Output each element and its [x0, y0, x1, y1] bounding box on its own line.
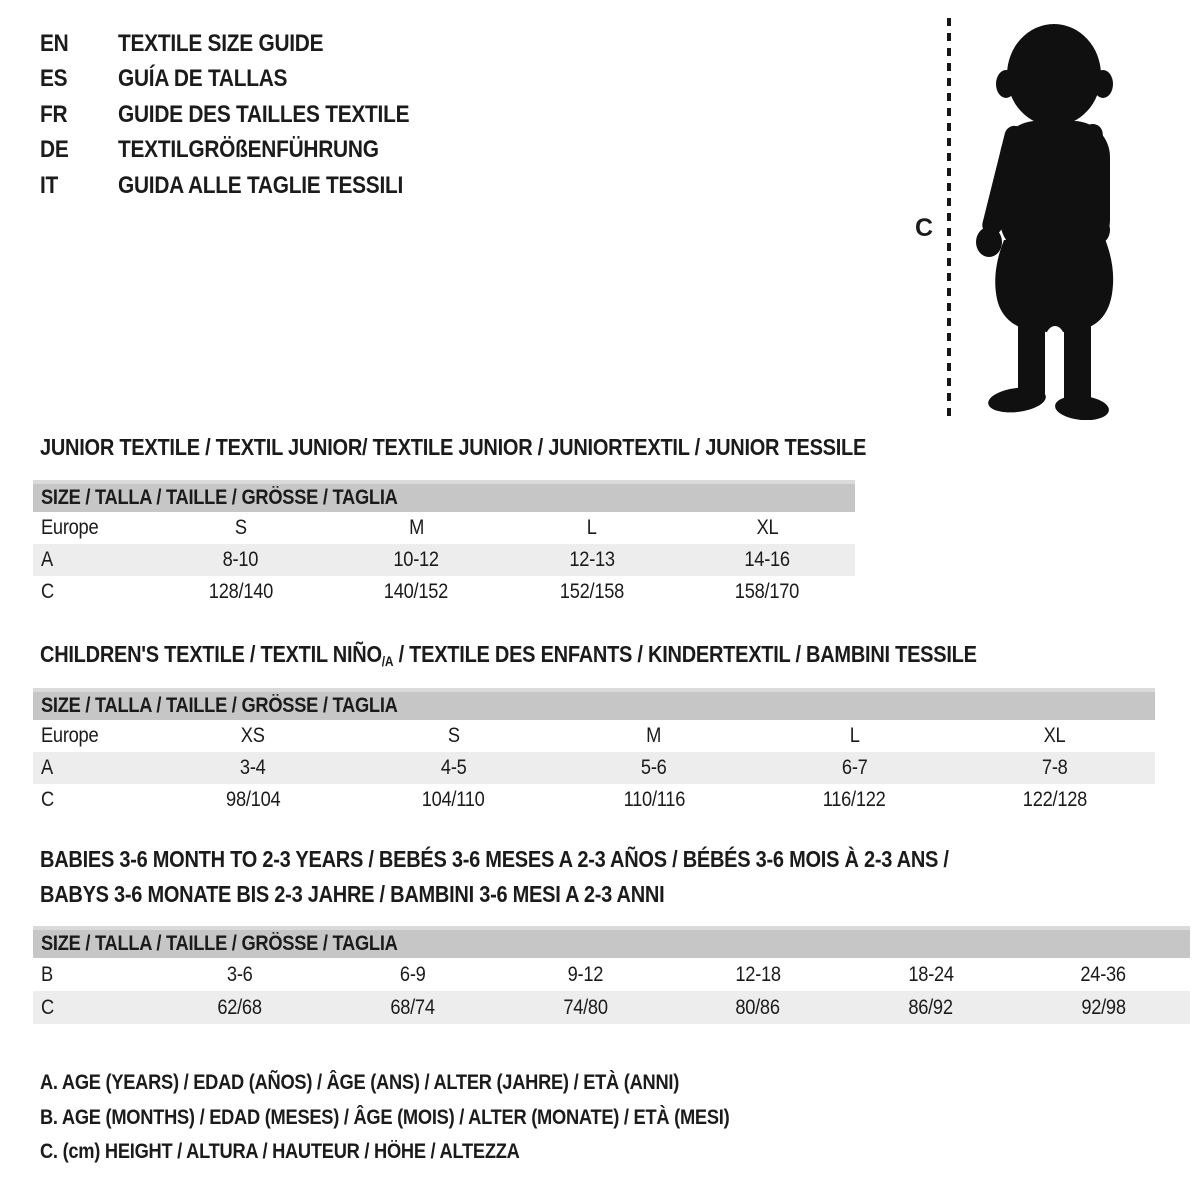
language-title: GUIDA ALLE TAGLIE TESSILI [118, 171, 404, 199]
language-code: FR [40, 100, 68, 128]
size-header-label: SIZE / TALLA / TAILLE / GRÖSSE / TAGLIA [41, 694, 398, 717]
language-code: DE [40, 136, 69, 164]
legend-text: C. (cm) HEIGHT / ALTURA / HAUTEUR / HÖHE / ALTEZZA [40, 1140, 520, 1164]
language-row-de [40, 133, 453, 169]
months-cell [153, 963, 326, 987]
height-cell [1017, 996, 1190, 1020]
row-label-cell [33, 963, 153, 987]
age-cell [955, 756, 1155, 780]
children-title-subscript: /A [381, 654, 394, 669]
row-label-cell [33, 516, 153, 540]
children-title-text: CHILDREN'S TEXTILE / TEXTIL NIÑO [40, 641, 382, 667]
language-code: IT [40, 171, 59, 199]
size-cell [955, 724, 1155, 748]
height-value: 104/110 [422, 788, 486, 811]
silhouette-ear [996, 70, 1016, 98]
height-value: 152/158 [559, 580, 624, 603]
age-value: 14-16 [744, 548, 790, 571]
row-label-cell [33, 756, 153, 780]
height-value: 68/74 [390, 995, 435, 1019]
months-cell [499, 963, 672, 987]
size-cell [153, 516, 329, 540]
months-cell [671, 963, 844, 987]
row-label: A [41, 548, 53, 571]
size-cell [353, 724, 553, 748]
height-cell [153, 996, 326, 1020]
height-value: 158/170 [735, 580, 800, 603]
table-row-months [33, 958, 1190, 991]
row-label: Europe [41, 724, 99, 747]
language-row-fr [40, 97, 453, 133]
size-value: S [447, 724, 460, 747]
row-label: C [41, 788, 54, 811]
row-label: C [41, 995, 54, 1019]
age-value: 6-7 [841, 756, 868, 779]
height-cell [754, 788, 954, 812]
age-cell [754, 756, 954, 780]
language-title: TEXTILGRÖßENFÜHRUNG [118, 136, 379, 164]
size-header-bar [33, 480, 855, 512]
legend-line-c [40, 1135, 832, 1170]
months-value: 18-24 [908, 962, 954, 986]
months-cell [326, 963, 499, 987]
language-list [40, 26, 453, 204]
age-cell [153, 756, 353, 780]
size-value: L [849, 724, 860, 747]
months-cell [844, 963, 1017, 987]
table-row-height [33, 784, 1155, 816]
size-header-label: SIZE / TALLA / TAILLE / GRÖSSE / TAGLIA [41, 486, 398, 509]
language-row-es [40, 62, 453, 98]
months-value: 6-9 [399, 962, 426, 986]
age-cell [353, 756, 553, 780]
size-value: L [586, 516, 597, 539]
months-value: 12-18 [735, 962, 781, 986]
row-label: C [41, 580, 54, 603]
height-cell [671, 996, 844, 1020]
age-value: 12-13 [569, 548, 615, 571]
table-row-europe [33, 720, 1155, 752]
measurement-legend [40, 1066, 832, 1170]
language-title: GUIDE DES TAILLES TEXTILE [118, 100, 410, 128]
age-cell [554, 756, 754, 780]
legend-text: B. AGE (MONTHS) / EDAD (MESES) / ÂGE (MOIS) / ALTER (MONATE) / ETÀ (MESI) [40, 1105, 730, 1129]
children-size-table [33, 688, 1155, 816]
age-cell [329, 548, 505, 572]
height-value: 74/80 [562, 995, 608, 1019]
silhouette-leg [1064, 318, 1091, 408]
babies-section-title-line2: BABYS 3-6 MONATE BIS 2-3 JAHRE / BAMBINI 3-6 MESI A 2-3 ANNI [40, 881, 665, 907]
language-title: GUÍA DE TALLAS [118, 65, 288, 93]
age-value: 7-8 [1042, 756, 1068, 779]
size-cell [554, 724, 754, 748]
language-title: TEXTILE SIZE GUIDE [118, 29, 324, 57]
height-value: 62/68 [217, 995, 262, 1019]
height-cell [329, 580, 505, 604]
age-value: 4-5 [440, 756, 467, 779]
row-label-cell [33, 548, 153, 572]
height-cell [499, 996, 672, 1020]
toddler-silhouette-image [962, 18, 1147, 420]
size-header-bar [33, 688, 1155, 720]
row-label-cell [33, 580, 153, 604]
silhouette-ear [1093, 70, 1113, 98]
height-value: 128/140 [208, 580, 273, 603]
silhouette-shorts [995, 239, 1113, 332]
table-row-age [33, 544, 855, 576]
age-value: 8-10 [222, 548, 259, 571]
row-label-cell [33, 996, 153, 1020]
language-row-it [40, 168, 453, 204]
row-label: Europe [41, 516, 99, 539]
table-row-europe [33, 512, 855, 544]
age-cell [504, 548, 680, 572]
height-cell [680, 580, 856, 604]
height-value: 98/104 [226, 788, 281, 811]
legend-line-b [40, 1101, 832, 1136]
size-cell [329, 516, 505, 540]
size-cell [680, 516, 856, 540]
height-cell [353, 788, 553, 812]
size-value: XL [756, 516, 779, 539]
babies-size-table [33, 926, 1190, 1024]
height-cell [504, 580, 680, 604]
children-title-text: / TEXTILE DES ENFANTS / KINDERTEXTIL / BAMBINI TESSILE [393, 641, 977, 667]
junior-section-title: JUNIOR TEXTILE / TEXTIL JUNIOR/ TEXTILE JUNIOR / JUNIORTEXTIL / JUNIOR TESSILE [40, 434, 867, 460]
height-value: 116/122 [822, 788, 886, 811]
age-cell [680, 548, 856, 572]
size-header-bar [33, 926, 1190, 958]
size-header-label: SIZE / TALLA / TAILLE / GRÖSSE / TAGLIA [41, 932, 398, 955]
silhouette-hand [976, 227, 1002, 257]
months-value: 9-12 [567, 962, 603, 986]
height-value: 140/152 [384, 580, 449, 603]
legend-line-a [40, 1066, 832, 1101]
months-value: 24-36 [1080, 962, 1127, 986]
babies-section-title-line1: BABIES 3-6 MONTH TO 2-3 YEARS / BEBÉS 3-6 MESES A 2-3 AÑOS / BÉBÉS 3-6 MOIS À 2-3 ANS / [40, 846, 949, 872]
legend-text: A. AGE (YEARS) / EDAD (AÑOS) / ÂGE (ANS) / ALTER (JAHRE) / ETÀ (ANNI) [40, 1071, 680, 1095]
size-value: XL [1043, 724, 1066, 747]
row-label: A [41, 756, 53, 779]
language-code: EN [40, 29, 69, 57]
age-value: 3-4 [240, 756, 267, 779]
row-label-cell [33, 724, 153, 748]
junior-size-table [33, 480, 855, 608]
table-row-age [33, 752, 1155, 784]
height-measure-label: C [915, 214, 933, 242]
age-cell [153, 548, 329, 572]
months-value: 3-6 [226, 962, 253, 986]
row-label-cell [33, 788, 153, 812]
silhouette-foot [1054, 394, 1110, 420]
age-value: 10-12 [393, 548, 439, 571]
size-cell [754, 724, 954, 748]
height-value: 86/92 [908, 995, 953, 1019]
size-value: M [408, 516, 424, 539]
height-cell [153, 788, 353, 812]
size-cell [504, 516, 680, 540]
height-cell [955, 788, 1155, 812]
table-row-height [33, 576, 855, 608]
age-value: 5-6 [641, 756, 667, 779]
height-cell [844, 996, 1017, 1020]
height-cell [153, 580, 329, 604]
height-cell [326, 996, 499, 1020]
height-value: 92/98 [1081, 995, 1126, 1019]
height-value: 110/116 [623, 788, 685, 811]
size-value: XS [241, 724, 266, 747]
size-value: S [234, 516, 247, 539]
table-row-height [33, 991, 1190, 1024]
language-row-en [40, 26, 453, 62]
language-code: ES [40, 65, 68, 93]
height-cell [554, 788, 754, 812]
height-measure-dashed-line [947, 18, 951, 418]
height-value: 80/86 [735, 995, 781, 1019]
size-cell [153, 724, 353, 748]
children-section-title [40, 641, 977, 668]
size-value: M [646, 724, 662, 747]
row-label: B [41, 962, 53, 986]
height-value: 122/128 [1022, 788, 1087, 811]
months-cell [1017, 963, 1190, 987]
